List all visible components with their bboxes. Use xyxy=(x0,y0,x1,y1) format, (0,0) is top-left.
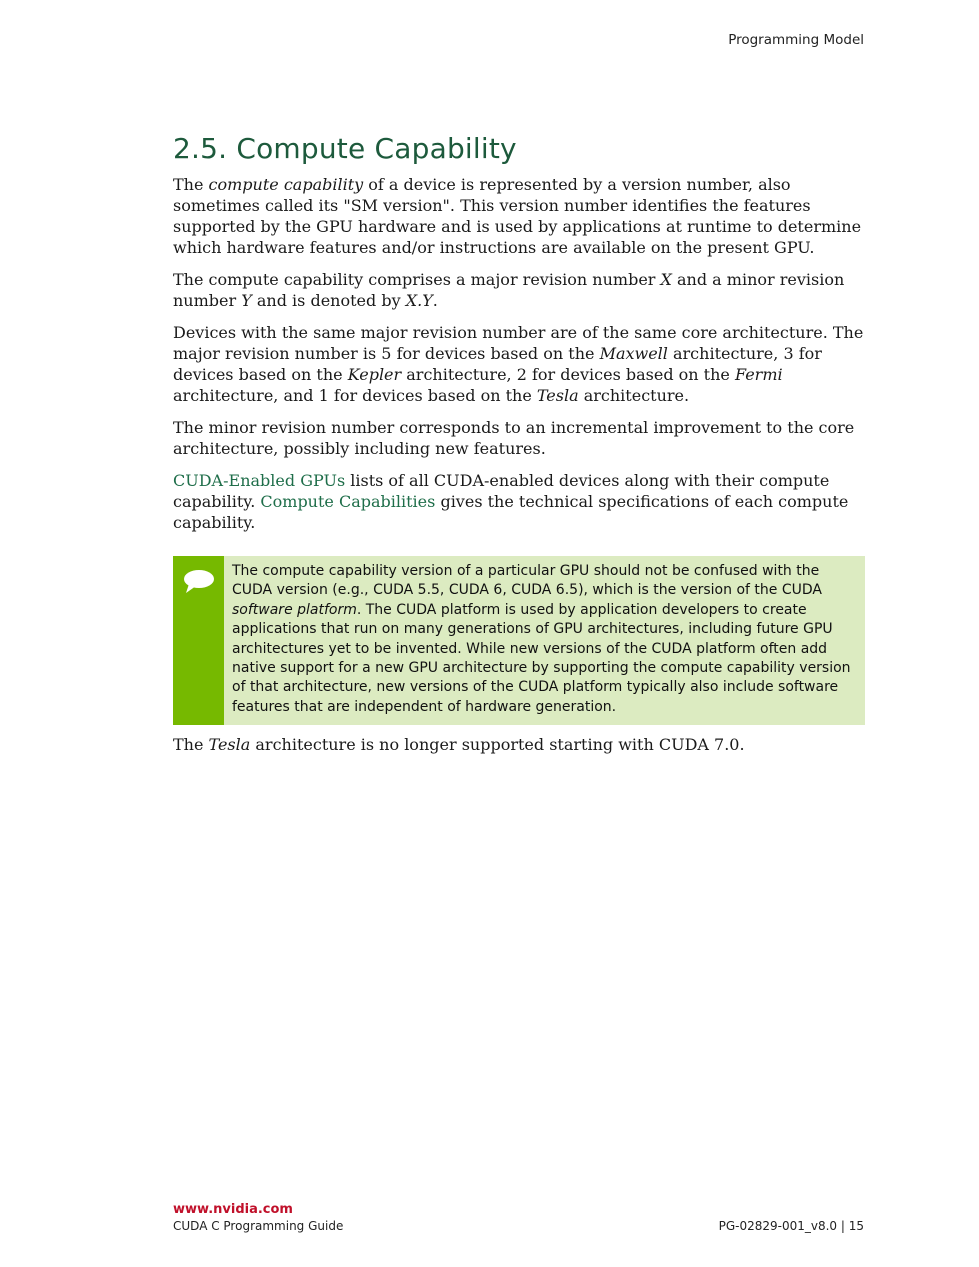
footer-guide-title: CUDA C Programming Guide xyxy=(173,1219,344,1233)
note-text: The compute capability version of a particular GPU should not be confused with the CUDA version (e.g., CUDA 5.5, CUDA 6, CUDA 6.5), which is the version of the CUDA software platform. The CUDA platform is used by application developers to create applications that run on many generations of GPU architectures, including future GPU architectures yet to be invented. While new versions of the CUDA platform often add native support for a new GPU architecture by supporting the compute capability version of that architecture, new versions of the CUDA platform typically also include software features that are independent of hardware generation. xyxy=(232,563,851,715)
arch-tesla: Tesla xyxy=(536,386,579,405)
var-y: Y xyxy=(241,291,252,310)
paragraph-revision: The compute capability comprises a major revision number X and a minor revision number Y and is denoted by X.Y. xyxy=(173,270,845,310)
arch-fermi: Fermi xyxy=(734,365,783,384)
note-bar xyxy=(173,556,224,725)
section-title: 2.5. Compute Capability xyxy=(173,132,517,165)
paragraph-references: CUDA-Enabled GPUs lists of all CUDA-enabled devices along with their compute capability. Compute Capabilities gives the technical specifications of each compute capability. xyxy=(173,471,849,532)
paragraph-architectures: Devices with the same major revision number are of the same core architecture. The major revision number is 5 for devices based on the Maxwell architecture, 3 for devices based on the Kepler architecture, 2 for devices based on the Fermi architecture, and 1 for devices based on the Tesla architecture. xyxy=(173,323,864,405)
paragraph-minor-revision: The minor revision number corresponds to an incremental improvement to the core architecture, possibly including new features. xyxy=(173,418,855,458)
arch-kepler: Kepler xyxy=(347,365,402,384)
paragraph-definition: The compute capability of a device is represented by a version number, also sometimes called its "SM version". This version number identifies the features supported by the GPU hardware and is used by applications at runtime to determine which hardware features and/or instructions are available on the present GPU. xyxy=(173,175,862,257)
link-compute-capabilities[interactable]: Compute Capabilities xyxy=(260,492,436,511)
var-xy: X.Y xyxy=(405,291,433,310)
speech-bubble-icon xyxy=(183,569,215,595)
main-content xyxy=(173,132,865,766)
term-compute-capability: compute capability xyxy=(208,175,364,194)
footer-site-link[interactable]: www.nvidia.com xyxy=(173,1202,293,1217)
note-box xyxy=(173,556,865,725)
running-header: Programming Model xyxy=(728,32,864,48)
arch-tesla-note: Tesla xyxy=(208,735,251,755)
var-x: X xyxy=(660,270,672,289)
paragraph-tesla-support: The Tesla architecture is no longer supported starting with CUDA 7.0. xyxy=(173,735,745,755)
term-software-platform: software platform xyxy=(232,601,357,618)
link-cuda-enabled-gpus[interactable]: CUDA-Enabled GPUs xyxy=(173,471,346,490)
footer-doc-id-page: PG-02829-001_v8.0 | 15 xyxy=(718,1219,864,1233)
arch-maxwell: Maxwell xyxy=(599,344,668,363)
